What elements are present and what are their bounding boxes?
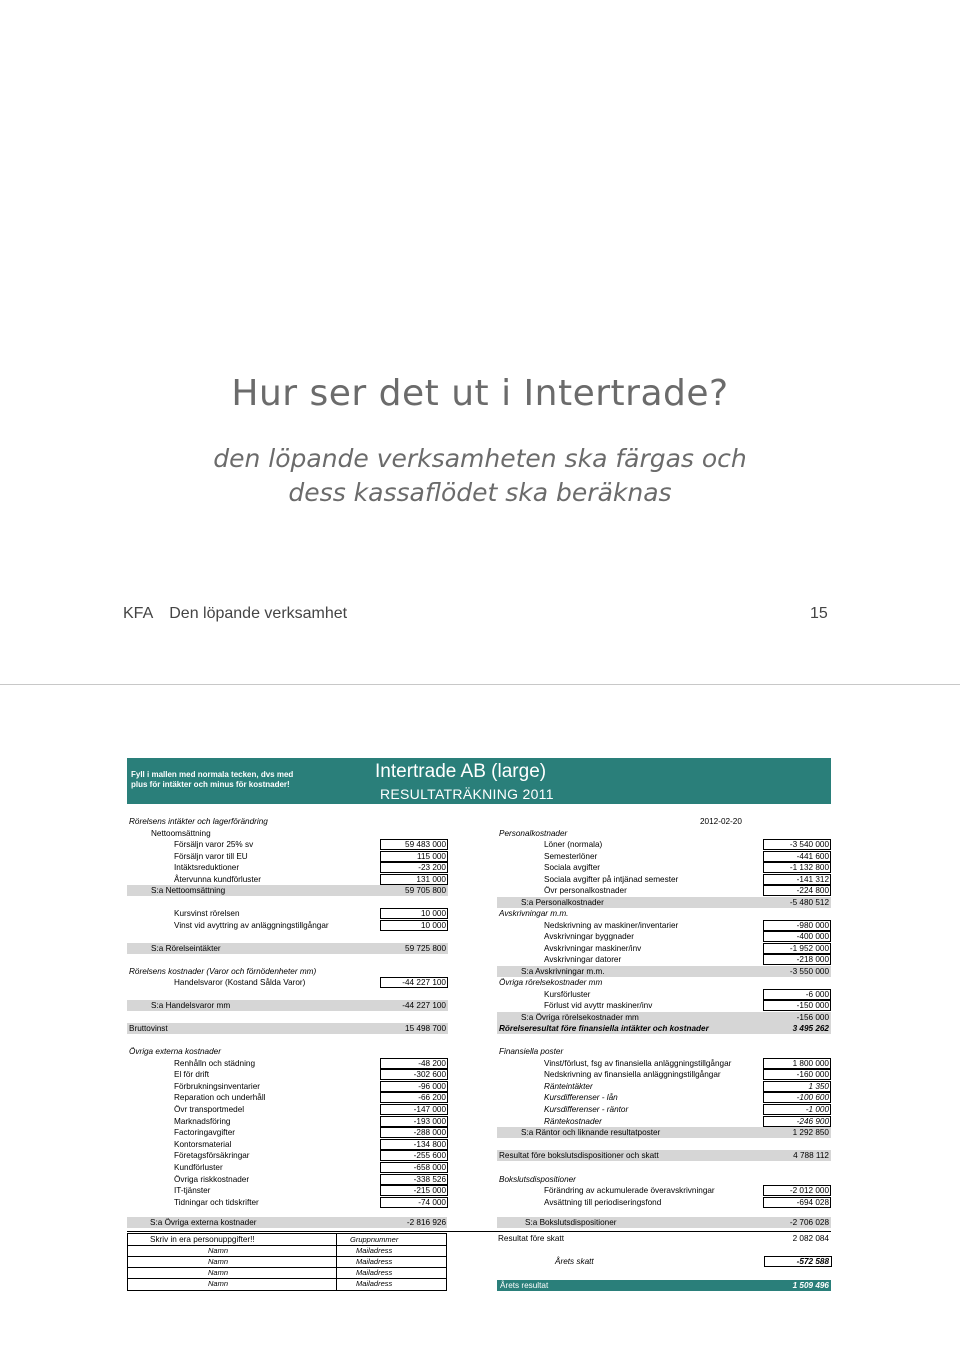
row-label: Rörelseresultat före finansiella intäkter och kostnader	[499, 1024, 709, 1033]
row-label: Förlust vid avyttr maskiner/inv	[544, 1001, 653, 1010]
row-value: 59 725 800	[405, 943, 446, 953]
row-value: 115 000	[417, 851, 446, 861]
row-label: S:a Nettoomsättning	[151, 886, 226, 895]
row-value: 1 350	[808, 1081, 829, 1091]
row-label: S:a Handelsvaror mm	[151, 1001, 231, 1010]
person-row-line	[128, 1267, 446, 1268]
row-value: -1 952 000	[789, 943, 829, 953]
sum-external-costs-label: S:a Övriga externa kostnader	[150, 1218, 257, 1227]
row-label: Vinst vid avyttring av anläggningstillgångar	[174, 920, 329, 930]
footer-text: Den löpande verksamhet	[169, 605, 348, 622]
row-value: -980 000	[796, 920, 829, 930]
row-label: Tidningar och tidskrifter	[174, 1197, 259, 1207]
row-value: -2 012 000	[789, 1186, 829, 1196]
row-label: S:a Räntor och liknande resultatposter	[521, 1128, 661, 1138]
row-label: Avskrivningar m.m.	[499, 909, 569, 918]
page-number: 15	[810, 605, 828, 622]
row-label: Intäktsreduktioner	[174, 863, 240, 872]
tax-label: Årets skatt	[555, 1257, 594, 1266]
row-value: -255 600	[413, 1151, 446, 1161]
row-label: IT-tjänster	[174, 1186, 211, 1196]
row-value: -694 028	[796, 1197, 829, 1207]
row-label: Handelsvaror (Kostand Sålda Varor)	[174, 978, 306, 987]
row-label: Bruttovinst	[129, 1024, 168, 1033]
person-name[interactable]: Namn	[208, 1246, 229, 1255]
row-value: -3 550 000	[789, 966, 829, 976]
row-label: Avskrivningar datorer	[544, 955, 622, 964]
row-label: Avskrivningar maskiner/inv	[544, 943, 642, 953]
row-value: -141 312	[796, 874, 829, 884]
report-subtitle: RESULTATRÄKNING 2011	[380, 786, 554, 802]
row-value: 131 000	[416, 874, 446, 884]
banner-note-line-1: Fyll i mallen med normala tecken, dvs med	[131, 770, 294, 779]
row-label: Personalkostnader	[499, 828, 568, 838]
row-value: -134 800	[413, 1139, 446, 1149]
report-banner	[127, 758, 831, 804]
person-mail[interactable]: Mailadress	[356, 1257, 393, 1266]
row-label: Kundförluster	[174, 1163, 223, 1172]
row-label: Renhålln och städning	[174, 1058, 256, 1068]
row-value: -150 000	[796, 1001, 829, 1010]
row-value: -302 600	[413, 1070, 446, 1080]
subtitle-line-1: den löpande verksamheten ska färgas och	[213, 444, 747, 473]
row-label: Nettoomsättning	[151, 828, 211, 838]
row-value: -160 000	[796, 1070, 829, 1080]
row-label: Förbrukningsinventarier	[174, 1081, 261, 1091]
row-value: -5 480 512	[789, 897, 829, 907]
row-label: Reparation och underhåll	[174, 1093, 266, 1103]
row-value: -246 900	[796, 1116, 829, 1126]
row-label: S:a Övriga rörelsekostnader mm	[521, 1012, 639, 1022]
row-label: Ränteintäkter	[544, 1081, 593, 1091]
row-label: Bokslutsdispositioner	[499, 1174, 576, 1184]
row-value: -100 600	[796, 1093, 829, 1103]
footer-org: KFA	[123, 605, 154, 622]
table-divider	[336, 1234, 337, 1290]
person-mail[interactable]: Mailadress	[356, 1268, 393, 1277]
person-mail[interactable]: Mailadress	[356, 1246, 393, 1255]
row-value: -215 000	[413, 1186, 446, 1196]
subtitle-line-2: dess kassaflödet ska beräknas	[288, 478, 672, 507]
row-label: Marknadsföring	[174, 1116, 231, 1126]
row-value: 10 000	[420, 909, 446, 918]
row-label: El för drift	[174, 1070, 210, 1080]
personal-header: Skriv in era personuppgifter!!	[150, 1235, 255, 1244]
sum-bokslut-value: -2 706 028	[789, 1218, 829, 1227]
row-label: Övriga externa kostnader	[129, 1047, 221, 1056]
row-value: -1 132 800	[789, 863, 829, 872]
slide-footer	[123, 605, 363, 623]
person-name[interactable]: Namn	[208, 1268, 229, 1277]
slide-title: Hur ser det ut i Intertrade?	[231, 373, 729, 414]
row-value: 59 483 000	[405, 840, 446, 849]
row-label: S:a Rörelseintäkter	[151, 943, 221, 953]
sum-bokslut-label: S:a Bokslutsdispositioner	[525, 1218, 617, 1227]
row-label: Kursdifferenser - lån	[544, 1093, 618, 1103]
row-label: Försäljn varor 25% sv	[174, 840, 254, 849]
row-label: Sociala avgifter på intjänad semester	[544, 874, 679, 884]
row-value: -6 000	[805, 989, 829, 999]
row-value: -66 200	[418, 1093, 446, 1103]
row-value: 4 788 112	[793, 1151, 829, 1161]
row-label: Försäljn varor till EU	[174, 851, 248, 861]
person-name[interactable]: Namn	[208, 1279, 229, 1288]
row-value: -224 800	[796, 886, 829, 895]
row-value: -147 000	[413, 1105, 446, 1114]
row-value: -44 227 100	[402, 978, 446, 987]
tax-value: -572 588	[796, 1257, 829, 1266]
row-value: -156 000	[796, 1012, 829, 1022]
row-label: Övriga riskkostnader	[174, 1174, 250, 1184]
row-label: Förändring av ackumulerade överavskrivningar	[544, 1186, 715, 1196]
row-value: -96 000	[418, 1081, 446, 1091]
row-label: Kursdifferenser - räntor	[544, 1105, 629, 1114]
row-value: -44 227 100	[402, 1001, 446, 1010]
person-mail[interactable]: Mailadress	[356, 1279, 393, 1288]
row-label: Löner (normala)	[544, 840, 603, 849]
row-value: -23 200	[418, 863, 446, 872]
row-label: Återvunna kundförluster	[174, 874, 261, 884]
row-value: -3 540 000	[789, 840, 829, 849]
person-row-line	[128, 1278, 446, 1279]
row-label: Sociala avgifter	[544, 863, 600, 872]
row-label: Företagsförsäkringar	[174, 1151, 250, 1161]
slide-subtitle	[0, 442, 960, 510]
row-label: Kursvinst rörelsen	[174, 909, 240, 918]
group-header: Gruppnummer	[350, 1235, 399, 1244]
row-label: Rörelsens kostnader (Varor och förnödenheter mm)	[129, 966, 317, 976]
sum-external-costs-value: -2 816 926	[406, 1218, 446, 1227]
row-value: 15 498 700	[405, 1024, 446, 1033]
person-row-line	[128, 1245, 446, 1246]
row-label: Factoringavgifter	[174, 1128, 235, 1138]
row-value: -338 526	[413, 1174, 446, 1184]
row-value: 10 000	[420, 920, 446, 930]
row-value: -288 000	[413, 1128, 446, 1138]
report-title: Intertrade AB (large)	[375, 761, 547, 782]
row-value: -1 000	[805, 1105, 829, 1114]
person-name[interactable]: Namn	[208, 1257, 229, 1266]
row-label: Vinst/förlust, fsg av finansiella anläggningstillgångar	[544, 1058, 732, 1068]
row-label: Nedskrivning av finansiella anläggningstillgångar	[544, 1070, 721, 1080]
report-date: 2012-02-20	[700, 817, 742, 826]
row-value: 59 705 800	[405, 886, 446, 895]
row-value: 1 292 850	[792, 1128, 829, 1138]
row-value: 1 800 000	[792, 1058, 829, 1068]
row-label: Avsättning till periodiseringsfond	[544, 1197, 662, 1207]
row-value: -400 000	[796, 932, 829, 941]
row-label: Kursförluster	[544, 989, 591, 999]
row-label: Semesterlöner	[544, 851, 598, 861]
year-result-value: 1 509 496	[792, 1281, 829, 1290]
row-value: -441 600	[796, 851, 829, 861]
row-value: 3 495 262	[792, 1024, 829, 1033]
row-value: -218 000	[796, 955, 829, 964]
separator-line	[127, 1231, 831, 1232]
row-value: -74 000	[418, 1197, 446, 1207]
row-value: -48 200	[418, 1058, 446, 1068]
row-label: Finansiella poster	[499, 1047, 564, 1056]
banner-note	[131, 770, 293, 790]
personal-info-table	[127, 1233, 447, 1291]
row-label: Nedskrivning av maskiner/inventarier	[544, 920, 679, 930]
row-value: -193 000	[413, 1116, 446, 1126]
result-before-tax-label: Resultat före skatt	[498, 1234, 564, 1243]
row-label: Övr transportmedel	[174, 1105, 245, 1114]
row-label: Övriga rörelsekostnader mm	[499, 978, 603, 987]
slide-divider	[0, 684, 960, 685]
row-label: Rörelsens intäkter och lagerförändring	[129, 817, 268, 826]
banner-note-line-2: plus för intäkter och minus för kostnader!	[131, 780, 290, 789]
row-label: S:a Avskrivningar m.m.	[521, 966, 605, 976]
result-before-tax-value: 2 082 084	[792, 1234, 829, 1243]
row-label: Räntekostnader	[544, 1116, 602, 1126]
row-value: -658 000	[413, 1163, 446, 1172]
row-label: Övr personalkostnader	[544, 886, 627, 895]
person-row-line	[128, 1256, 446, 1257]
row-label: Kontorsmaterial	[174, 1139, 232, 1149]
row-label: Resultat före bokslutsdispositioner och skatt	[499, 1151, 659, 1161]
row-label: Avskrivningar byggnader	[544, 932, 634, 941]
row-label: S:a Personalkostnader	[521, 897, 604, 907]
year-result-label: Årets resultat	[500, 1281, 549, 1290]
